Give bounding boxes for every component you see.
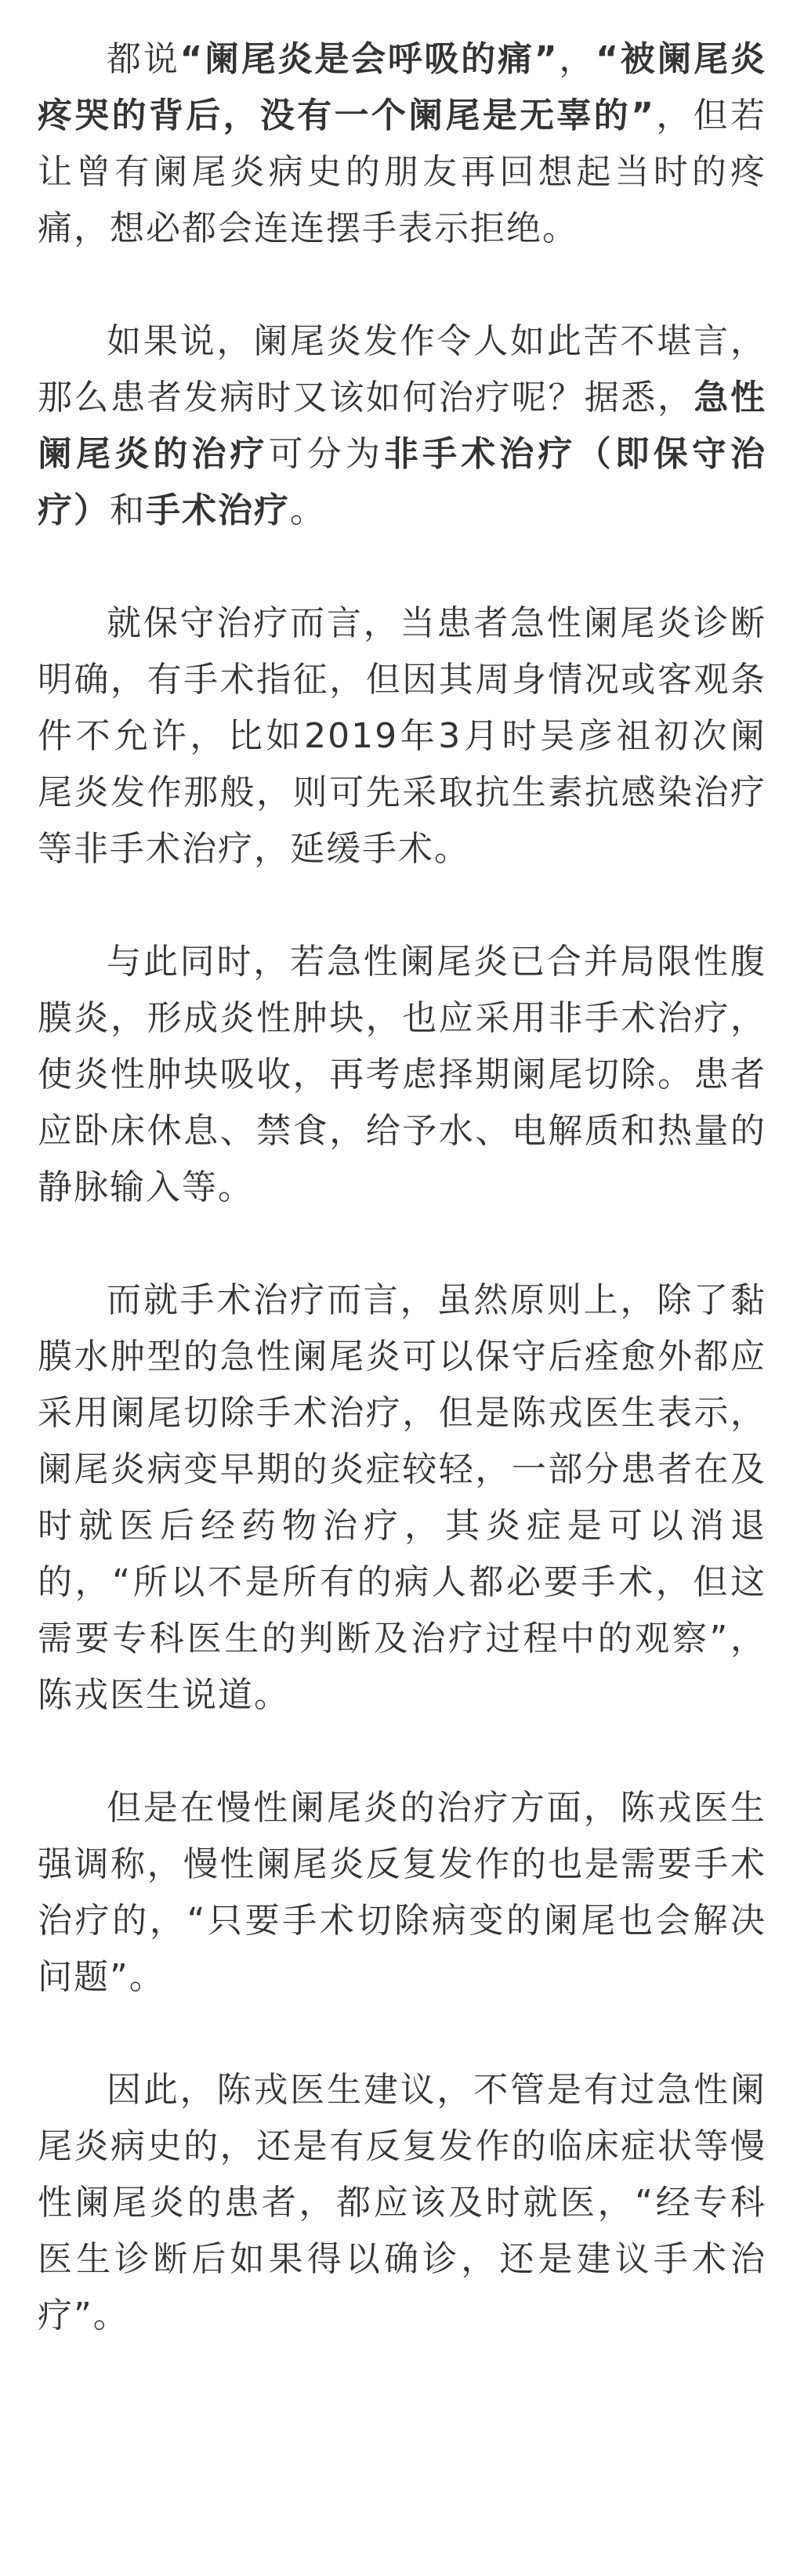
paragraph-2	[38, 313, 766, 539]
bold-text-segment: “被阑尾炎疼哭的背后，没有一个阑尾是无辜的”	[38, 39, 767, 136]
paragraph-5	[38, 1272, 766, 1724]
text-segment: 可分为	[268, 434, 385, 474]
text-segment: ，	[558, 39, 596, 79]
text-segment: 但是在慢性阑尾炎的治疗方面，陈戎医生强调称，慢性阑尾炎反复发作的也是需要手术治疗的，“只要手术切除病变的阑尾也会解决问题”。	[38, 1788, 766, 1997]
bold-text-segment: 急性阑尾炎的治疗	[38, 378, 767, 474]
bold-text-segment: 非手术治疗（即保守治疗）	[38, 434, 767, 530]
text-segment: 都说	[107, 39, 180, 79]
text-segment: 和	[110, 490, 146, 530]
paragraph-6	[38, 1780, 766, 2006]
text-segment: 因此，陈戎医生建议，不管是有过急性阑尾炎病史的，还是有反复发作的临床症状等慢性阑尾炎的患者，都应该及时就医，“经专科医生诊断后如果得以确诊，还是建议手术治疗”。	[38, 2070, 766, 2335]
paragraph-7	[38, 2062, 766, 2344]
text-segment: 就保守治疗而言，当患者急性阑尾炎诊断明确，有手术指征，但因其周身情况或客观条件不允许，比如2019年3月时吴彦祖初次阑尾炎发作那般，则可先采取抗生素抗感染治疗等非手术治疗，延缓手术。	[38, 603, 766, 869]
text-segment: 。	[290, 490, 326, 530]
paragraph-4	[38, 934, 766, 1216]
text-segment: 如果说，阑尾炎发作令人如此苦不堪言，那么患者发病时又该如何治疗呢？据悉，	[38, 321, 766, 418]
bold-text-segment: 手术治疗	[146, 490, 290, 530]
paragraph-1	[38, 31, 766, 257]
paragraph-3	[38, 595, 766, 877]
text-segment: ，但若让曾有阑尾炎病史的朋友再回想起当时的疼痛，想必都会连连摆手表示拒绝。	[38, 96, 767, 248]
text-segment: 而就手术治疗而言，虽然原则上，除了黏膜水肿型的急性阑尾炎可以保守后痊愈外都应采用阑尾切除手术治疗，但是陈戎医生表示，阑尾炎病变早期的炎症较轻，一部分患者在及时就医后经药物治疗，其炎症是可以消退的，“所以不是所有的病人都必要手术，但这需要专科医生的判断及治疗过程中的观察”，陈戎医生说道。	[38, 1280, 766, 1715]
bold-text-segment: “阑尾炎是会呼吸的痛”	[179, 39, 559, 79]
text-segment: 与此同时，若急性阑尾炎已合并局限性腹膜炎，形成炎性肿块，也应采用非手术治疗，使炎性肿块吸收，再考虑择期阑尾切除。患者应卧床休息、禁食，给予水、电解质和热量的静脉输入等。	[38, 942, 766, 1207]
